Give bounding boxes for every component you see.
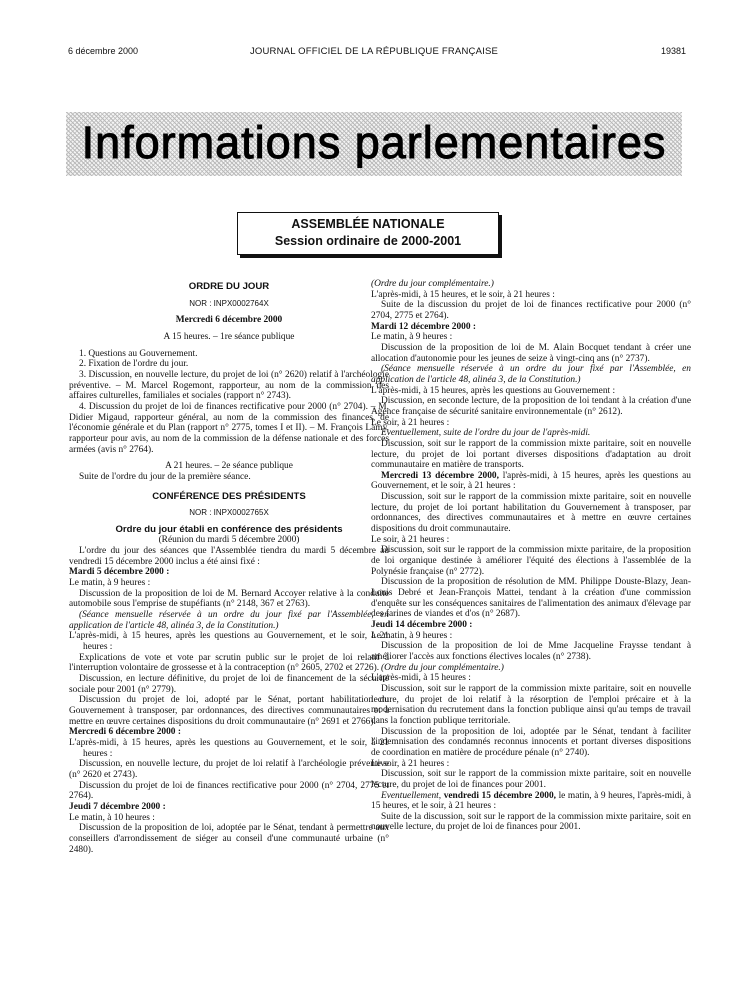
time-slot: Le matin, à 9 heures : xyxy=(371,332,453,343)
chamber-box xyxy=(237,212,499,255)
nor-reference: NOR : INPX0002765X xyxy=(189,508,269,518)
agenda-item: 2. Fixation de l'ordre du jour. xyxy=(79,359,189,370)
time-slot: Le soir, à 21 heures : xyxy=(371,758,450,769)
day-paragraph xyxy=(371,791,691,812)
day-heading: Mardi 12 décembre 2000 : xyxy=(371,321,477,332)
agenda-item: 4. Discussion du projet de loi de finances rectificative pour 2000 (n° 2704). – M. Didier Migaud, rapporteur général, au nom de la commission des finances, de l'économie générale et du Plan (rapport n° 2775, tomes I et II). – M. François Lamy, rapporteur pour avis, au nom de la commission de la défense nationale et des forces armées (avis n° 2764). xyxy=(69,401,389,455)
day-heading: Jeudi 7 décembre 2000 : xyxy=(69,801,166,812)
agenda-item: 3. Discussion, en nouvelle lecture, du projet de loi (n° 2620) relatif à l'archéologie préventive. – M. Marcel Rogemont, rapporteur, au nom de la commission des affaires culturelles, familiales et sociales (rapport n° 2743). xyxy=(69,369,389,402)
paragraph: L'ordre du jour des séances que l'Assemblée tiendra du mardi 5 décembre au vendredi 15 décembre 2000 inclus a été ainsi fixé : xyxy=(69,546,389,567)
left-column xyxy=(69,279,389,855)
time-slot: L'après-midi, à 15 heures, après les questions au Gouvernement : xyxy=(371,385,616,396)
agenda-item: 1. Questions au Gouvernement. xyxy=(79,348,198,359)
chamber-name: ASSEMBLÉE NATIONALE xyxy=(291,217,445,231)
nor-reference: NOR : INPX0002764X xyxy=(189,298,269,308)
paragraph: Discussion, soit sur le rapport de la commission mixte paritaire, soit en nouvelle lecture, du projet de loi portant habilitation du Gouvernement à transposer, par ordonnances, des directives communautaires et à mettre en œuvre certaines dispositions du droit communautaire. xyxy=(371,492,691,535)
section-title-ordre: ORDRE DU JOUR xyxy=(188,281,270,292)
paragraph: (Ordre du jour complémentaire.) xyxy=(371,279,494,289)
day-heading: Mercredi 13 décembre 2000, xyxy=(381,470,499,481)
banner-title: Informations parlementaires xyxy=(81,117,667,168)
paragraph: Discussion de la proposition de loi, adoptée par le Sénat, tendant à faciliter l'indemnisation des condamnés reconnus innocents et portant diverses dispositions de coordination en matière de procédure pénale (n° 2740). xyxy=(371,726,691,758)
paragraph: Discussion du projet de loi, adopté par le Sénat, portant habilitation du Gouvernement à transposer, par ordonnances, des directives communautaires et à mettre en œuvre certaines dispositions du droit communautaire (n° 2691 et 2766). xyxy=(69,695,389,727)
paragraph: Eventuellement, suite de l'ordre du jour de l'après-midi. xyxy=(381,428,591,439)
paragraph: Discussion, soit sur le rapport de la commission mixte paritaire, soit en nouvelle lecture, du projet de loi de finances pour 2001. xyxy=(371,769,691,790)
conference-subtitle: Ordre du jour établi en conférence des présidents xyxy=(115,523,343,535)
day-heading-rest: l'après-midi, à 15 heures, après les questions au Gouvernement, et le soir, à 21 heures : xyxy=(371,470,691,492)
paragraph: Discussion du projet de loi de finances rectificative pour 2000 (n° 2704, 2775 et 2764). xyxy=(69,780,389,802)
time-slot: L'après-midi, à 15 heures, après les questions au Gouvernement, et le soir, à 21 heures : xyxy=(69,737,389,759)
header-page-number: 19381 xyxy=(660,46,686,56)
session-name: Session ordinaire de 2000-2001 xyxy=(274,234,462,248)
time-slot: Le matin, à 9 heures : xyxy=(69,578,151,589)
day-heading: Mercredi 6 décembre 2000 : xyxy=(69,727,181,738)
day-heading: Mardi 5 décembre 2000 : xyxy=(69,567,170,578)
day-heading: Jeudi 14 décembre 2000 : xyxy=(371,620,473,630)
time-slot: Le soir, à 21 heures : xyxy=(371,417,450,428)
day-paragraph xyxy=(371,471,691,492)
paragraph: Discussion, soit sur le rapport de la commission mixte paritaire, soit en nouvelle lecture, du projet de loi relatif à la résorption de l'emploi précaire et à la modernisation du recrutement dans la fonction publique ainsi qu'au temps de travail dans la fonction publique territoriale. xyxy=(371,683,691,726)
paragraph: Discussion, en nouvelle lecture, du projet de loi relatif à l'archéologie préventive (n° 2620 et 2743). xyxy=(69,759,389,780)
paragraph: Discussion, soit sur le rapport de la commission mixte paritaire, soit en nouvelle lecture, du projet de loi portant diverses dispositions d'adaptation au droit communautaire en matière de transports. xyxy=(371,438,691,471)
paragraph: Discussion, en lecture définitive, du projet de loi de financement de la sécurité sociale pour 2001 (n° 2779). xyxy=(69,674,389,695)
right-column xyxy=(371,279,691,833)
paragraph: Discussion de la proposition de loi de M. Alain Bocquet tendant à créer une allocation d'autonomie pour les jeunes de seize à vingt-cinq ans (n° 2737). xyxy=(371,342,691,364)
paragraph: (Séance mensuelle réservée à un ordre du jour fixé par l'Assemblée, en application de l'article 48, alinéa 3, de la Constitution.) xyxy=(69,610,389,631)
time-slot: Le matin, à 10 heures : xyxy=(69,812,155,823)
seance-heading: A 15 heures. – 1re séance publique xyxy=(163,331,295,342)
paragraph: Suite de la discussion du projet de loi de finances rectificative pour 2000 (n° 2704, 2775 et 2764). xyxy=(371,300,691,321)
day-heading: vendredi 15 décembre 2000, xyxy=(443,790,556,801)
page-header xyxy=(0,46,748,58)
paragraph: Explications de vote et vote par scrutin public sur le projet de loi relatif à l'interruption volontaire de grossesse et à la contraception (n° 2605, 2702 et 2726). xyxy=(69,652,389,674)
section-title-conference: CONFÉRENCE DES PRÉSIDENTS xyxy=(152,490,306,502)
eventually-text: Eventuellement, xyxy=(381,790,444,801)
day-heading-rest: le matin, à 9 heures, l'après-midi, à 15 heures, et le soir, à 21 heures : xyxy=(371,790,691,812)
paragraph: Suite de la discussion, soit sur le rapport de la commission mixte paritaire, soit en nouvelle lecture, du projet de loi de finances pour 2001. xyxy=(371,811,691,833)
paragraph: Discussion de la proposition de loi, adoptée par le Sénat, tendant à permettre aux conseillers d'arrondissement de siéger au conseil d'une communauté urbaine (n° 2480). xyxy=(69,823,389,855)
time-slot: Le soir, à 21 heures : xyxy=(371,534,450,545)
conference-date: (Réunion du mardi 5 décembre 2000) xyxy=(158,535,300,546)
paragraph: Discussion de la proposition de résolution de MM. Philippe Douste-Blazy, Jean-Louis Debré et Jean-François Mattei, tendant à la création d'une commission d'enquête sur les conséquences sanitaires de l'alimentation des animaux d'élevage par des farines de viandes et d'os (n° 2687). xyxy=(371,577,691,620)
header-date: 6 décembre 2000 xyxy=(68,46,139,56)
paragraph: Discussion, en seconde lecture, de la proposition de loi tendant à la création d'une Agence française de sécurité sanitaire environnementale (n° 2612). xyxy=(371,396,691,417)
agenda-item: Suite de l'ordre du jour de la première séance. xyxy=(79,471,251,482)
time-slot: L'après-midi, à 15 heures, après les questions au Gouvernement, et le soir, à 21 heures : xyxy=(69,631,389,653)
paragraph: (Séance mensuelle réservée à un ordre du jour fixé par l'Assemblée, en application de l'article 48, alinéa 3, de la Constitution.) xyxy=(371,364,691,385)
paragraph: Discussion de la proposition de loi de Mme Jacqueline Fraysse tendant à améliorer l'accès aux fonctions électives locales (n° 2738). xyxy=(371,641,691,662)
title-banner xyxy=(66,112,682,176)
day-heading: Mercredi 6 décembre 2000 xyxy=(175,315,283,326)
header-journal: JOURNAL OFFICIEL DE LA RÉPUBLIQUE FRANÇAISE xyxy=(249,46,499,57)
paragraph: Discussion, soit sur le rapport de la commission mixte paritaire, de la proposition de loi organique destinée à améliorer l'équité des élections à l'assemblée de la Polynésie française (n° 2772). xyxy=(371,545,691,577)
seance-heading: A 21 heures. – 2e séance publique xyxy=(165,461,293,472)
paragraph: Discussion de la proposition de loi de M. Bernard Accoyer relative à la conduite automobile sous l'emprise de stupéfiants (n° 2148, 367 et 2763). xyxy=(69,588,389,610)
paragraph: (Ordre du jour complémentaire.) xyxy=(381,662,504,673)
time-slot: Le matin, à 9 heures : xyxy=(371,630,453,641)
time-slot: L'après-midi, à 15 heures : xyxy=(371,673,471,684)
time-slot: L'après-midi, à 15 heures, et le soir, à 21 heures : xyxy=(371,289,555,300)
